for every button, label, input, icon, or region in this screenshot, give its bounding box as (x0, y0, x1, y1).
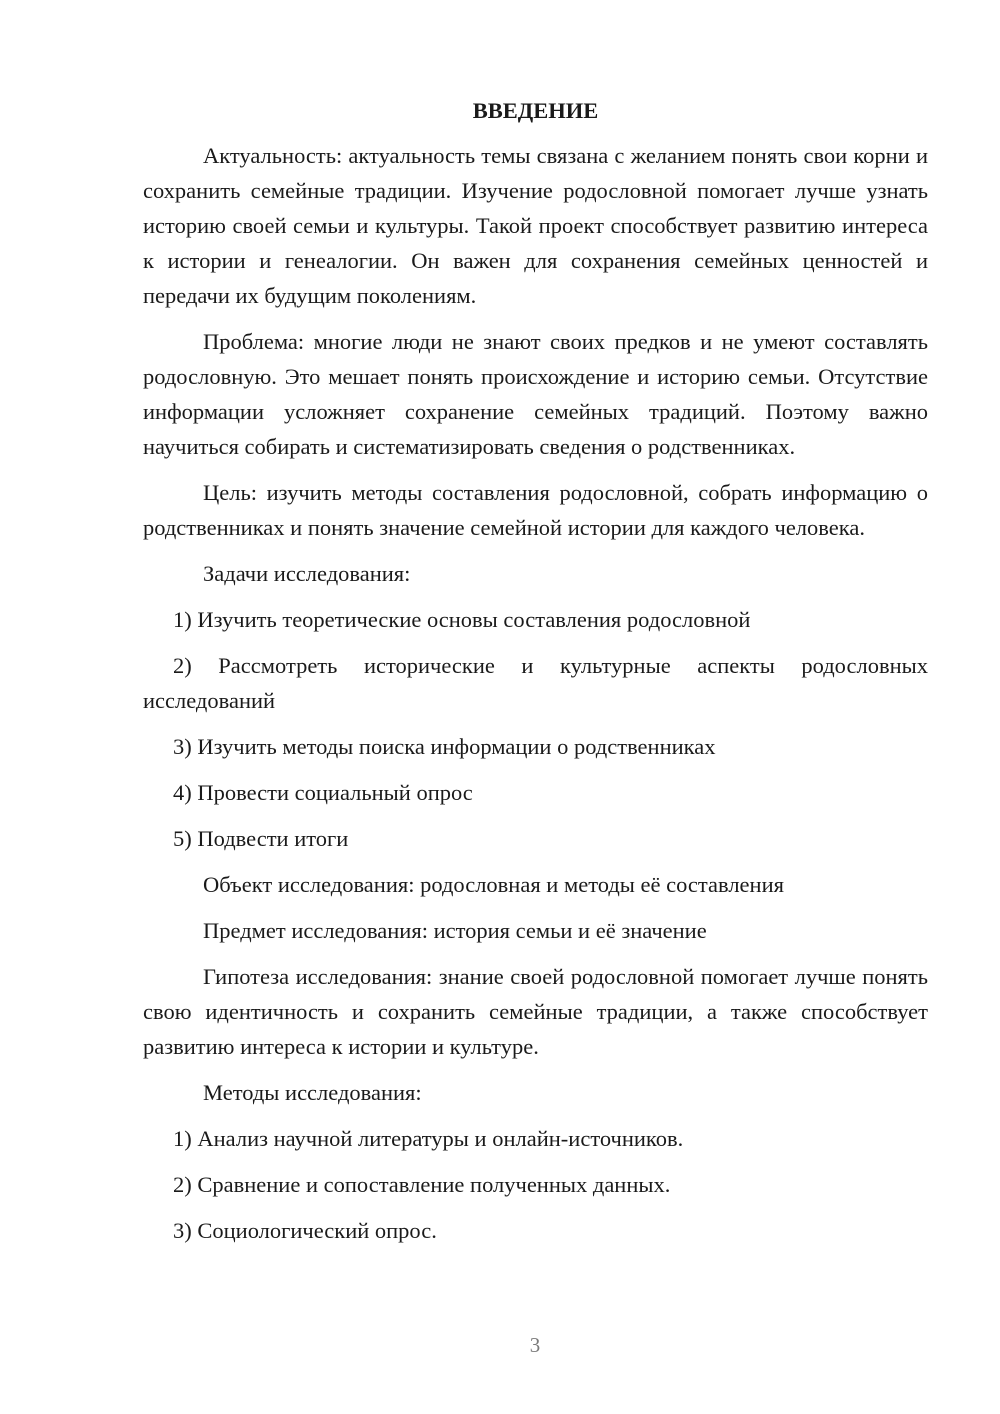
page-number: 3 (529, 1333, 541, 1357)
method-item: 2) Сравнение и сопоставление полученных данных. (173, 1172, 671, 1197)
task-item: 4) Провести социальный опрос (173, 780, 473, 805)
method-item: 3) Социологический опрос. (173, 1218, 437, 1243)
problem-paragraph: Проблема: многие люди не знают своих предков и не умеют составлять родословную. Это мешает понять происхождение и историю семьи. Отсутствие информации усложняет сохранение семейных традиций. Поэтому важно научиться собирать и систематизировать сведения о родственниках. (143, 329, 928, 459)
hypothesis-paragraph: Гипотеза исследования: знание своей родословной помогает лучше понять свою идентичность и сохранить семейные традиции, а также способствует развитию интереса к истории и культуре. (143, 964, 928, 1059)
subject-paragraph: Предмет исследования: история семьи и её значение (203, 918, 707, 943)
relevance-paragraph: Актуальность: актуальность темы связана с желанием понять свои корни и сохранить семейные традиции. Изучение родословной помогает лучше узнать историю своей семьи и культуры. Такой проект способствует развитию интереса к истории и генеалогии. Он важен для сохранения семейных ценностей и передачи их будущим поколениям. (143, 143, 928, 308)
tasks-heading: Задачи исследования: (203, 561, 411, 586)
task-item: 1) Изучить теоретические основы составления родословной (173, 607, 751, 632)
object-paragraph: Объект исследования: родословная и методы её составления (203, 872, 784, 897)
methods-heading: Методы исследования: (203, 1080, 422, 1105)
task-item: 2) Рассмотреть исторические и культурные аспекты родословных исследований (143, 653, 928, 713)
task-item: 5) Подвести итоги (173, 826, 349, 851)
goal-paragraph: Цель: изучить методы составления родословной, собрать информацию о родственниках и понять значение семейной истории для каждого человека. (143, 480, 928, 540)
task-item: 3) Изучить методы поиска информации о родственниках (173, 734, 716, 759)
section-title: ВВЕДЕНИЕ (472, 98, 599, 123)
page-content (143, 96, 928, 1259)
method-item: 1) Анализ научной литературы и онлайн-источников. (173, 1126, 684, 1151)
